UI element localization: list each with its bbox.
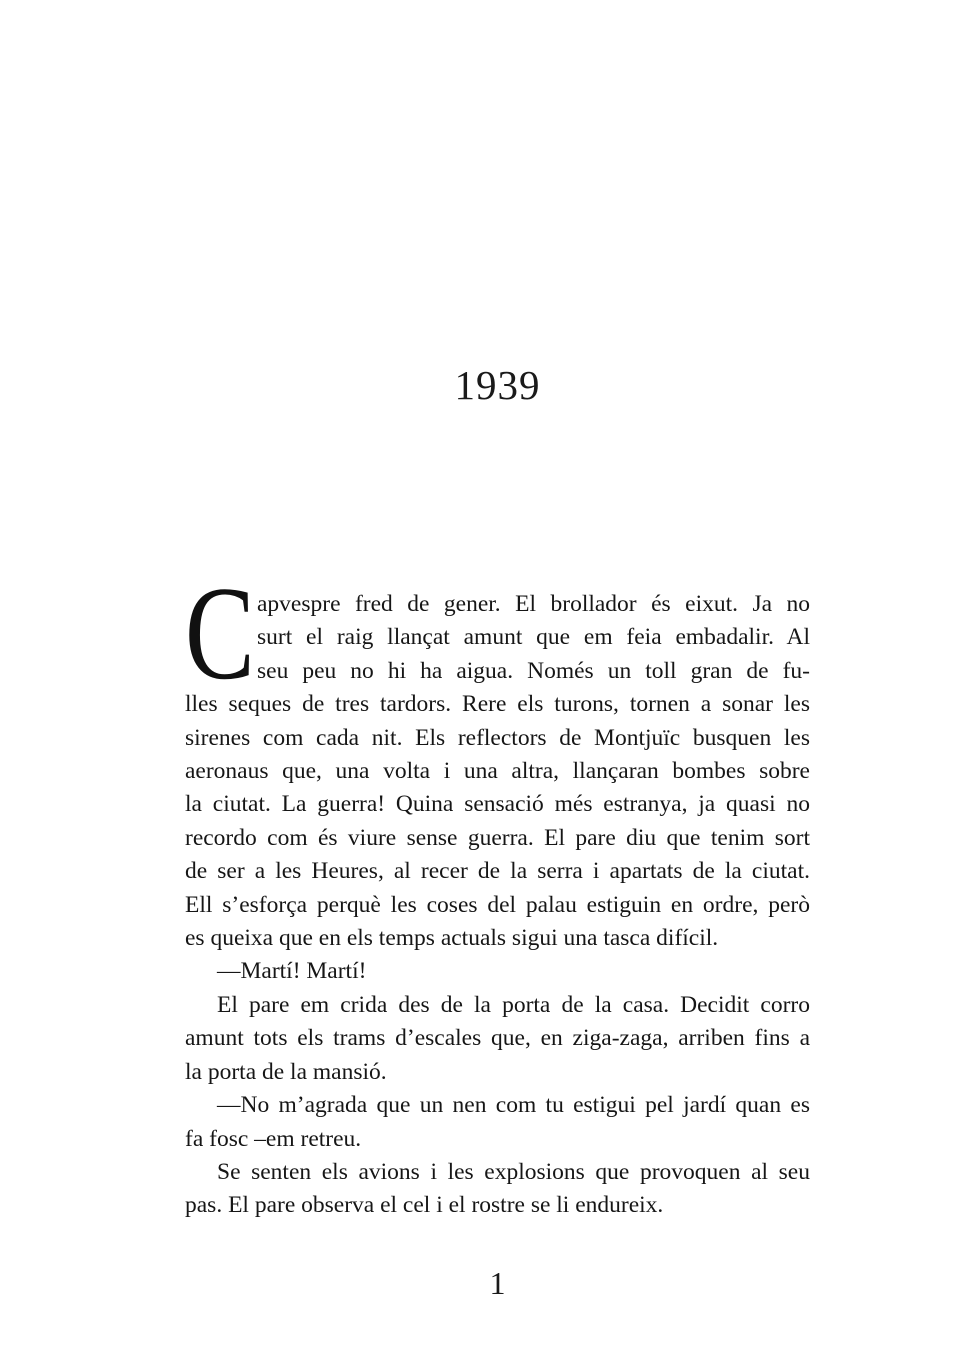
text-line: Ell s’esforça perquè les coses del palau estiguin en ordre, però [185, 891, 810, 918]
text-line: seu peu no hi ha aigua. Només un toll gran de fu- [257, 657, 810, 684]
paragraph [185, 1156, 810, 1223]
paragraph-container [185, 559, 810, 1223]
drop-cap: C [185, 559, 255, 707]
text-line: es queixa que en els temps actuals sigui una tasca difícil. [185, 925, 719, 952]
body-text [185, 559, 810, 1223]
text-line: pas. El pare observa el cel i el rostre se li endureix. [185, 1192, 664, 1219]
text-line: —No m’agrada que un nen com tu estigui pel jardí quan es [217, 1092, 810, 1119]
text-line: fa fosc –em retreu. [185, 1125, 362, 1152]
text-line: recordo com és viure sense guerra. El pare diu que tenim sort [185, 824, 810, 851]
paragraph [185, 989, 810, 1089]
text-line: apvespre fred de gener. El brollador és eixut. Ja no [257, 591, 810, 617]
paragraph [185, 559, 810, 955]
chapter-heading: 1939 [454, 362, 541, 408]
text-line: aeronaus que, una volta i una altra, llançaran bombes sobre [185, 758, 810, 785]
text-line: lles seques de tres tardors. Rere els turons, tornen a sonar les [185, 691, 810, 718]
text-line: surt el raig llançat amunt que em feia embadalir. Al [257, 624, 810, 651]
page-number: 1 [489, 1265, 506, 1301]
paragraph [185, 1089, 810, 1156]
text-line: —Martí! Martí! [217, 958, 367, 985]
text-line: Se senten els avions i les explosions que provoquen al seu [217, 1158, 810, 1185]
text-line: de ser a les Heures, al recer de la serra i apartats de la ciutat. [185, 858, 810, 885]
text-line: El pare em crida des de la porta de la casa. Decidit corro [217, 991, 810, 1018]
paragraph [185, 955, 810, 988]
text-line: amunt tots els trams d’escales que, en ziga-zaga, arriben fins a [185, 1025, 810, 1052]
text-line: la ciutat. La guerra! Quina sensació més estranya, ja quasi no [185, 791, 810, 818]
text-line: sirenes com cada nit. Els reflectors de Montjuïc busquen les [185, 724, 810, 751]
text-line: la porta de la mansió. [185, 1058, 387, 1085]
